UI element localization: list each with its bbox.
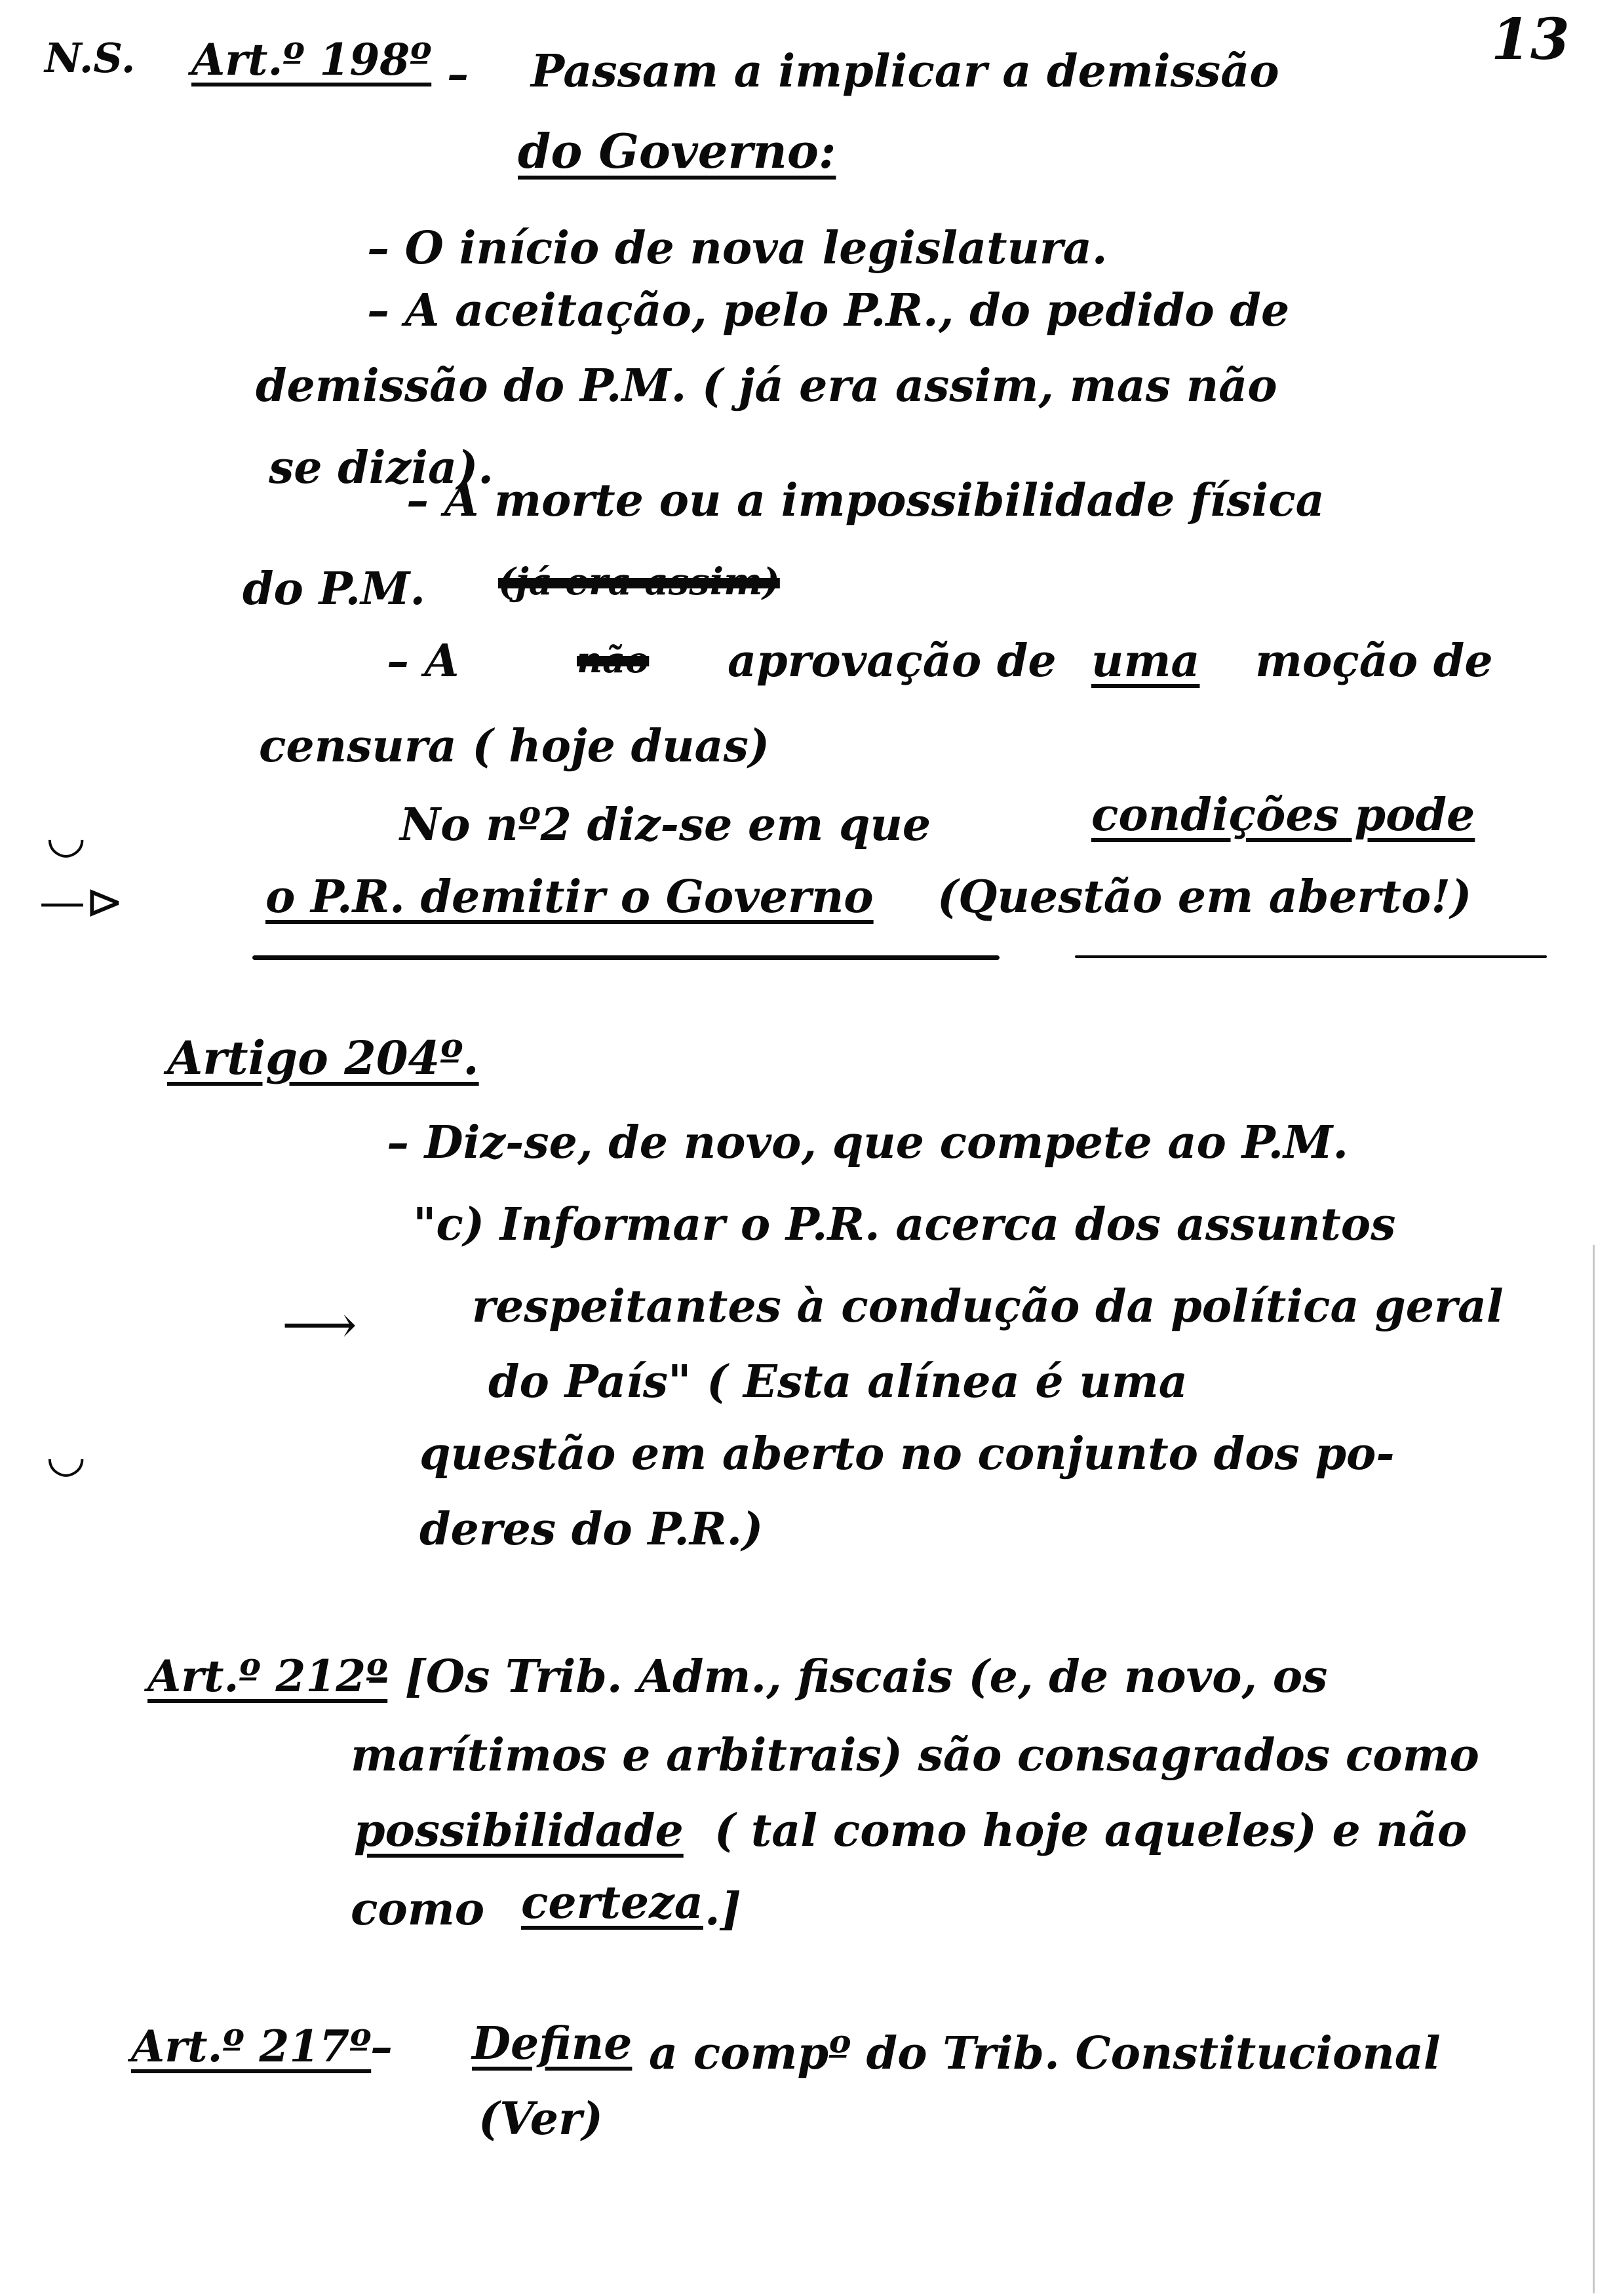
- note-198-line1-a: No nº2 diz-se em que: [400, 799, 931, 851]
- item-198-7-dash: – A: [387, 635, 459, 687]
- art204-line1: – Diz-se, de novo, que compete ao P.M.: [387, 1117, 1349, 1169]
- art204-line2: "c) Informar o P.R. acerca dos assuntos: [413, 1198, 1396, 1251]
- item-198-8: censura ( hoje duas): [259, 720, 770, 773]
- margin-hole-mark-1-icon: ◡: [46, 809, 87, 863]
- item-198-5: – A morte ou a impossibilidade física: [406, 474, 1325, 527]
- art204-line4: do País" ( Esta alínea é uma: [488, 1356, 1188, 1408]
- header-text-1: Passam a implicar a demissão: [531, 45, 1279, 98]
- art217-line1-rest: a compº do Trib. Constitucional: [649, 2027, 1441, 2080]
- art217-line1-define: Define: [472, 2018, 632, 2070]
- initials: N.S.: [45, 34, 136, 82]
- art212-line4-c: .]: [705, 1883, 741, 1936]
- art212-line3-a: possibilidade: [354, 1805, 684, 1857]
- art204-line3: respeitantes à condução da política geral: [472, 1280, 1504, 1333]
- article-212-label: Art.º 212º: [147, 1651, 388, 1702]
- note-198-line2-a: o P.R. demitir o Governo: [265, 871, 874, 923]
- note-198-underline-long: [252, 955, 1000, 960]
- header-dash: –: [447, 48, 469, 100]
- item-198-7-struck: não: [577, 639, 650, 681]
- item-198-2: – A aceitação, pelo P.R., do pedido de: [367, 284, 1290, 337]
- art217-line2: (Ver): [478, 2093, 603, 2145]
- article-217-label: Art.º 217º: [131, 2021, 372, 2072]
- art212-line1: – [Os Trib. Adm., fiscais (e, de novo, os: [367, 1651, 1328, 1703]
- note-198-line2-b: (Questão em aberto!): [937, 871, 1472, 923]
- item-198-7-underlined: uma: [1091, 635, 1200, 687]
- margin-arrow-2-icon: ⟶: [282, 1294, 357, 1355]
- article-204-label: Artigo 204º.: [167, 1031, 479, 1085]
- item-198-7-end: moção de: [1255, 635, 1493, 687]
- item-198-7-text: aprovação de: [728, 635, 1057, 687]
- art212-line2: marítimos e arbitrais) são consagrados como: [351, 1729, 1479, 1782]
- item-198-3: demissão do P.M. ( já era assim, mas não: [256, 360, 1277, 412]
- art212-line4-a: como: [351, 1883, 485, 1936]
- item-198-6: do P.M.: [243, 563, 426, 615]
- page-edge-line: [1593, 1245, 1595, 2293]
- art217-line1-dash: –: [370, 2021, 393, 2073]
- art204-line5: questão em aberto no conjunto dos po-: [419, 1428, 1395, 1480]
- margin-hole-mark-2-icon: ◡: [46, 1428, 87, 1482]
- margin-arrow-icon: —⊳: [39, 875, 124, 928]
- article-198-label: Art.º 198º: [191, 34, 432, 85]
- art212-line4-b: certeza: [521, 1877, 703, 1929]
- item-198-1: – O início de nova legislatura.: [367, 222, 1108, 275]
- note-198-line1-b: condições pode: [1091, 789, 1475, 841]
- item-198-4: se dizia).: [269, 442, 494, 494]
- header-text-2: do Governo:: [518, 123, 836, 179]
- art212-line3-b: ( tal como hoje aqueles) e não: [714, 1805, 1468, 1857]
- note-198-underline-short: [1075, 955, 1547, 958]
- item-198-6-struck: (já era assim): [498, 560, 780, 603]
- art204-line6: deres do P.R.): [419, 1503, 764, 1556]
- page-number: 13: [1491, 7, 1570, 73]
